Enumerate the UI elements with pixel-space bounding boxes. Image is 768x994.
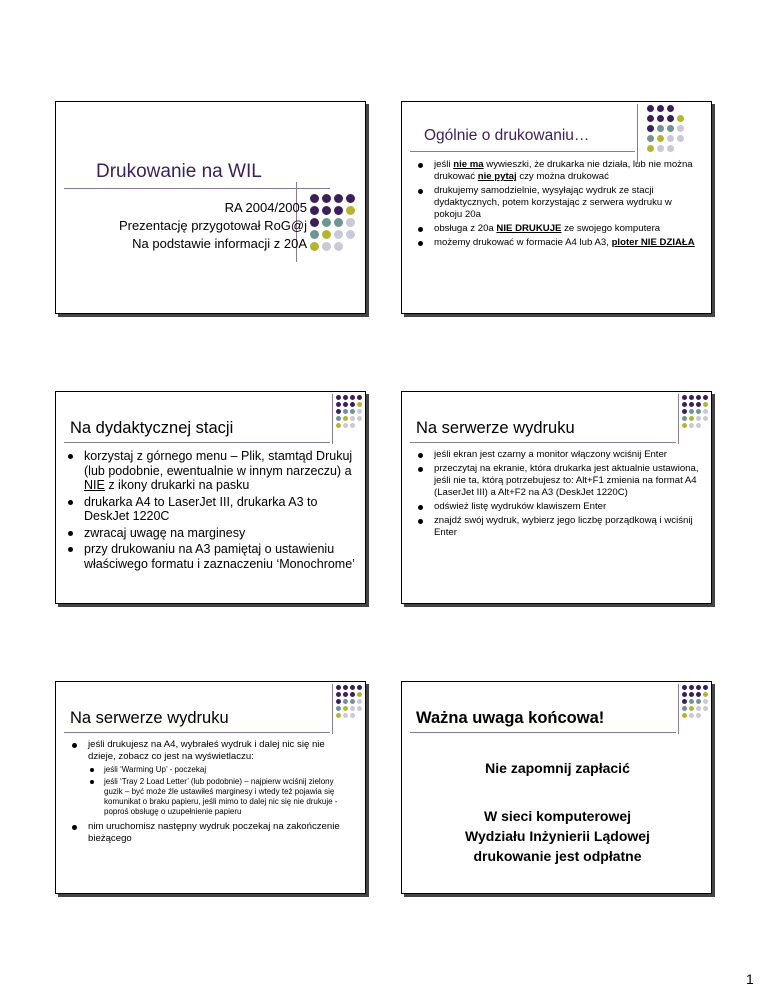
slide-heading: Ważna uwaga końcowa!	[416, 709, 605, 727]
bullet-list	[416, 449, 701, 541]
list-item: odśwież listę wydruków klawiszem Enter	[416, 501, 701, 513]
bullet-list	[70, 739, 352, 847]
page-number: 1	[746, 971, 754, 987]
bullet-list	[66, 449, 356, 573]
slide-heading: Na dydaktycznej stacji	[70, 419, 234, 437]
slide-title	[55, 101, 366, 314]
note-line: W sieci komputerowej	[483, 808, 632, 824]
bullet-list	[416, 159, 698, 251]
list-item: drukarka A4 to LaserJet III, drukarka A3 to DeskJet 1220C	[66, 495, 356, 524]
list-item: jeśli drukujesz na A4, wybrałeś wydruk i dalej nic się nie dzieje, zobacz co jest na wyświetlaczu: jeśli ‘Warming Up’ - poczekaj jeśli ‘Tray 2 Load Letter’ (lub podobnie) – najpierw wciśnij zielony guzik – być może źle ustawiłeś marginesy i wtedy też pojawia się komunikat o braku papieru, jeśli mimo to dalej nic się nie drukuje - poproś obsługę o uzupełnienie papieru	[70, 739, 352, 817]
list-item: możemy drukować w formacie A4 lub A3, ploter NIE DZIAŁA	[416, 237, 698, 249]
note-line: Wydziału Inżynierii Lądowej	[465, 828, 650, 844]
divider	[410, 151, 635, 152]
reminder-text: Nie zapomnij zapłacić	[485, 760, 630, 776]
slide-heading: Na serwerze wydruku	[70, 709, 229, 727]
divider	[678, 394, 679, 444]
decor-dots	[336, 395, 362, 428]
presentation-title: Drukowanie na WIL	[96, 161, 262, 182]
divider	[64, 442, 330, 443]
slide-general	[401, 101, 712, 314]
divider	[410, 732, 676, 733]
list-item: przy drukowaniu na A3 pamiętaj o ustawieniu właściwego formatu i zaznaczeniu ‘Monochrome’	[66, 542, 356, 571]
list-item: zwracaj uwagę na marginesy	[66, 526, 356, 541]
list-item: nim uruchomisz następny wydruk poczekaj na zakończenie bieżącego	[70, 821, 352, 845]
divider	[64, 732, 330, 733]
list-item: jeśli nie ma wywieszki, że drukarka nie działa, lub nie można drukować nie pytaj czy można drukować	[416, 159, 698, 183]
list-item: jeśli ekran jest czarny a monitor włączony wciśnij Enter	[416, 449, 701, 461]
list-item: przeczytaj na ekranie, która drukarka jest aktualnie ustawiona, jeśli nie ta, którą potrzebujesz to: Alt+F1 zmienia na format A4 (LaserJet III) a Alt+F2 na A3 (DeskJet 1220C)	[416, 463, 701, 499]
slide-server	[401, 391, 712, 604]
divider	[410, 442, 676, 443]
decor-dots	[336, 685, 362, 718]
list-item: obsługa z 20a NIE DRUKUJE ze swojego komputera	[416, 223, 698, 235]
payment-note	[402, 806, 712, 866]
list-item: korzystaj z górnego menu – Plik, stamtąd Drukuj (lub podobnie, ewentualnie w innym narzeczu) a NIE z ikony drukarki na pasku	[66, 449, 356, 493]
divider	[332, 684, 333, 734]
slide-final-note	[401, 681, 712, 894]
divider	[637, 104, 638, 164]
note-line: drukowanie jest odpłatne	[473, 848, 642, 864]
decor-dots	[682, 395, 708, 428]
slide-heading: Na serwerze wydruku	[416, 419, 575, 437]
sub-list-item: jeśli ‘Tray 2 Load Letter’ (lub podobnie) – najpierw wciśnij zielony guzik – być może źle ustawiłeś marginesy i wtedy też pojawia się komunikat o braku papieru, jeśli mimo to dalej nic się nie drukuje - poproś obsługę o uzupełnienie papieru	[88, 777, 352, 817]
subtitle-line: RA 2004/2005	[224, 200, 307, 215]
slide-station	[55, 391, 366, 604]
decor-dots	[647, 105, 685, 153]
list-item: drukujemy samodzielnie, wysyłając wydruk ze stacji dydaktycznych, potem korzystając z serwera wydruku w pokoju 20a	[416, 185, 698, 221]
subtitle-line: Prezentację przygotował RoG@j	[118, 218, 307, 233]
divider	[678, 684, 679, 734]
divider	[64, 188, 330, 189]
subtitle-block	[119, 199, 307, 253]
divider	[332, 394, 333, 444]
decor-dots	[310, 194, 355, 251]
sub-list-item: jeśli ‘Warming Up’ - poczekaj	[88, 765, 352, 775]
slide-server-2	[55, 681, 366, 894]
subtitle-line: Na podstawie informacji z 20A	[132, 236, 307, 251]
slide-heading: Ogólnie o drukowaniu…	[424, 127, 590, 144]
list-item: znajdź swój wydruk, wybierz jego liczbę porządkową i wciśnij Enter	[416, 515, 701, 539]
decor-dots	[682, 685, 708, 718]
sub-list	[88, 765, 352, 817]
